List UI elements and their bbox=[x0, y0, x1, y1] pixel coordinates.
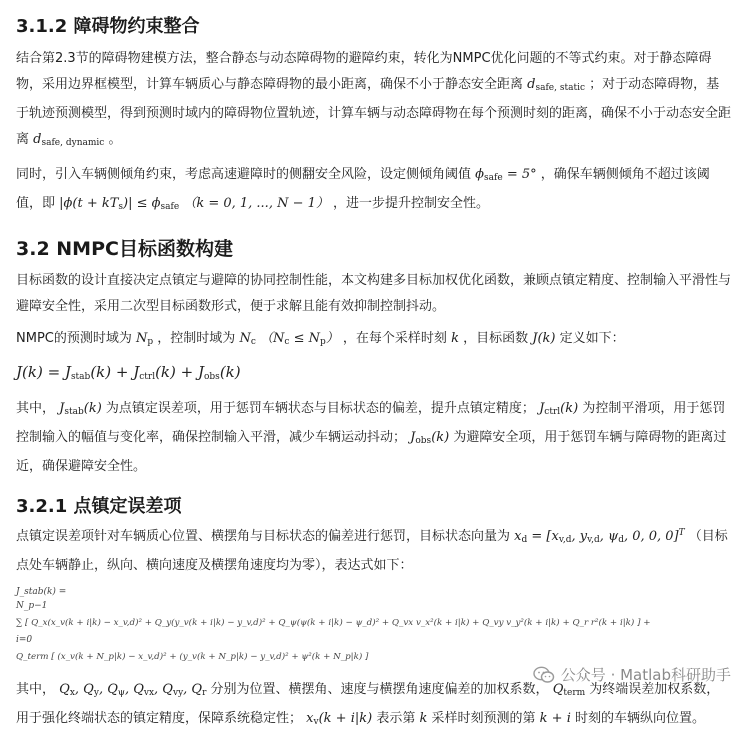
math-d-dynamic: $d_{safe, dynamic}$ bbox=[33, 132, 105, 148]
math-roll-inequality: $|\phi(t + kT_s)| \le \phi_{safe}$ bbox=[59, 196, 180, 212]
text: 同时，引入车辆侧倾角约束，考虑高速避障时的侧翻安全风险，设定侧倾角阈值 bbox=[16, 167, 472, 182]
math-Np: $N_p$ bbox=[136, 331, 154, 347]
equation-stab-lower-limit: i=0 bbox=[16, 635, 33, 645]
equation-stab bbox=[16, 585, 731, 667]
paragraph-obstacle-constraints bbox=[16, 46, 731, 156]
section-heading-3-2: 3.2 NMPC目标函数构建 bbox=[16, 238, 233, 260]
paragraph-horizons: NMPC的预测时域为 $N_p$ ，控制时域为 $N_c$ $(N_c \le N_p)$ ，在每个采样时刻 k ，目标函数 J(k) 定义如下： bbox=[16, 331, 625, 347]
math-J-obs: $J_{obs}(k)$ bbox=[410, 430, 450, 446]
math-xv: $x_v(k + i|k)$ bbox=[306, 711, 373, 727]
text: ；对于动态障碍物，基于轨迹预测模型，得到预测时域内的障碍物位置轨迹，计算车辆与动态障碍物在每个预测时刻的距离，确保不小于动态安全距离 bbox=[16, 77, 732, 147]
paragraph-roll-constraint bbox=[16, 162, 731, 220]
math-k2: k bbox=[419, 711, 428, 726]
math-xd-vector: $x_d = [x_{v,d}$, $y_{v,d}$, $\psi_d$, 0, 0, 0]$^T$ bbox=[514, 528, 685, 545]
equation-objective: $J(k) = J_{stab}(k) + J_{ctrl}(k) + J_{obs}(k)$ bbox=[16, 363, 241, 382]
paragraph-term-descriptions: 其中， $J_{stab}(k)$ 为点镇定误差项，用于惩罚车辆状态与目标状态的偏差，提升点镇定精度； $J_{ctrl}(k)$ 为控制平滑项，用于惩罚控制输入的幅值与变化率，确保控制输入平滑，减少车辆运动抖动； $J_{obs}(k)$ 为避障安全项，用于惩罚车辆与障碍物的距离过近，确保避障安全性。 bbox=[16, 401, 727, 474]
math-phi-safe: $\phi_{safe} = 5^\circ$ bbox=[475, 167, 537, 183]
equation-stab-terminal: Q_term [ (x_v(k + N_p|k) − x_v,d)² + (y_v(k + N_p|k) − y_v,d)² + ψ²(k + N_p|k) ] bbox=[16, 652, 369, 662]
equation-stab-sum: ∑ [ Q_x(x_v(k + i|k) − x_v,d)² + Q_y(y_v(k + i|k) − y_v,d)² + Q_ψ(ψ(k + i|k) − ψ_d)² + Q_vx v_x²(k + i|k) + Q_vy v_y²(k + i|k) + Q_r r²(k + i|k) ] + bbox=[16, 618, 651, 628]
text: ，确保车辆侧倾角不超过该阈值，即 bbox=[16, 167, 710, 211]
math-J-stab: $J_{stab}(k)$ bbox=[59, 401, 102, 417]
math-J-ctrl: $J_{ctrl}(k)$ bbox=[539, 401, 579, 417]
math-d-static: $d_{safe, static}$ bbox=[527, 77, 585, 93]
math-weights: $Q_x$, $Q_y$, $Q_\psi$, $Q_{vx}$, $Q_{vy}$, $Q_r$ bbox=[59, 682, 207, 698]
math-Jk: J(k) bbox=[532, 331, 556, 346]
paragraph-objective-intro: 目标函数的设计直接决定点镇定与避障的协同控制性能，本文构建多目标加权优化函数，兼顾点镇定精度、控制输入平滑性与避障安全性，采用二次型目标函数形式，便于求解且能有效抑制控制抖动。 bbox=[16, 273, 732, 314]
math-k: k bbox=[451, 331, 459, 346]
math-Q-term: $Q_{term}$ bbox=[552, 682, 586, 698]
section-heading-3-1-2: 3.1.2 障碍物约束整合 bbox=[16, 16, 200, 37]
section-heading-3-2-1: 3.2.1 点镇定误差项 bbox=[16, 496, 182, 517]
paragraph-stab-intro: 点镇定误差项针对车辆质心位置、横摆角与目标状态的偏差进行惩罚，目标状态向量为 $x_d = [x_{v,d}$, $y_{v,d}$, $\psi_d$, 0, 0, 0]$^T$ （目标点处车辆静止，纵向、横向速度及横摆角速度均为零），表达式如下： bbox=[16, 528, 728, 573]
text: 结合第2.3节的障碍物建模方法，整合静态与动态障碍物的避障约束，转化为NMPC优化问题的不等式约束。对于静态障碍物，采用边界框模型，计算车辆质心与静态障碍物的最小距离，确保不小于静态安全距离 bbox=[16, 51, 712, 92]
equation-stab-lhs: J_stab(k) = bbox=[16, 587, 67, 597]
equation-stab-upper-limit: N_p−1 bbox=[16, 601, 48, 611]
paragraph-weights: 其中， $Q_x$, $Q_y$, $Q_\psi$, $Q_{vx}$, $Q_{vy}$, $Q_r$ 分别为位置、横摆角、速度与横摆角速度偏差的加权系数， $Q_{term}$ 为终端误差加权系数，用于强化终端状态的镇定精度，保障系统稳定性； $x_v(k + i|k)$ 表示第 k 采样时刻预测的第 k + i 时刻的车辆纵向位置。 bbox=[16, 682, 720, 727]
watermark bbox=[533, 664, 731, 685]
text: ，进一步提升控制安全性。 bbox=[333, 196, 490, 211]
math-Nc: $N_c$ bbox=[239, 331, 256, 347]
wechat-icon bbox=[533, 666, 555, 684]
math-Nc-le-Np: $(N_c \le N_p)$ bbox=[260, 331, 339, 347]
text: 。 bbox=[108, 132, 122, 147]
watermark-text: 公众号 · Matlab科研助手 bbox=[560, 666, 731, 684]
math-k-range: （k = 0, 1, ..., N − 1） bbox=[183, 196, 329, 211]
math-k-plus-i: k + i bbox=[539, 711, 571, 726]
